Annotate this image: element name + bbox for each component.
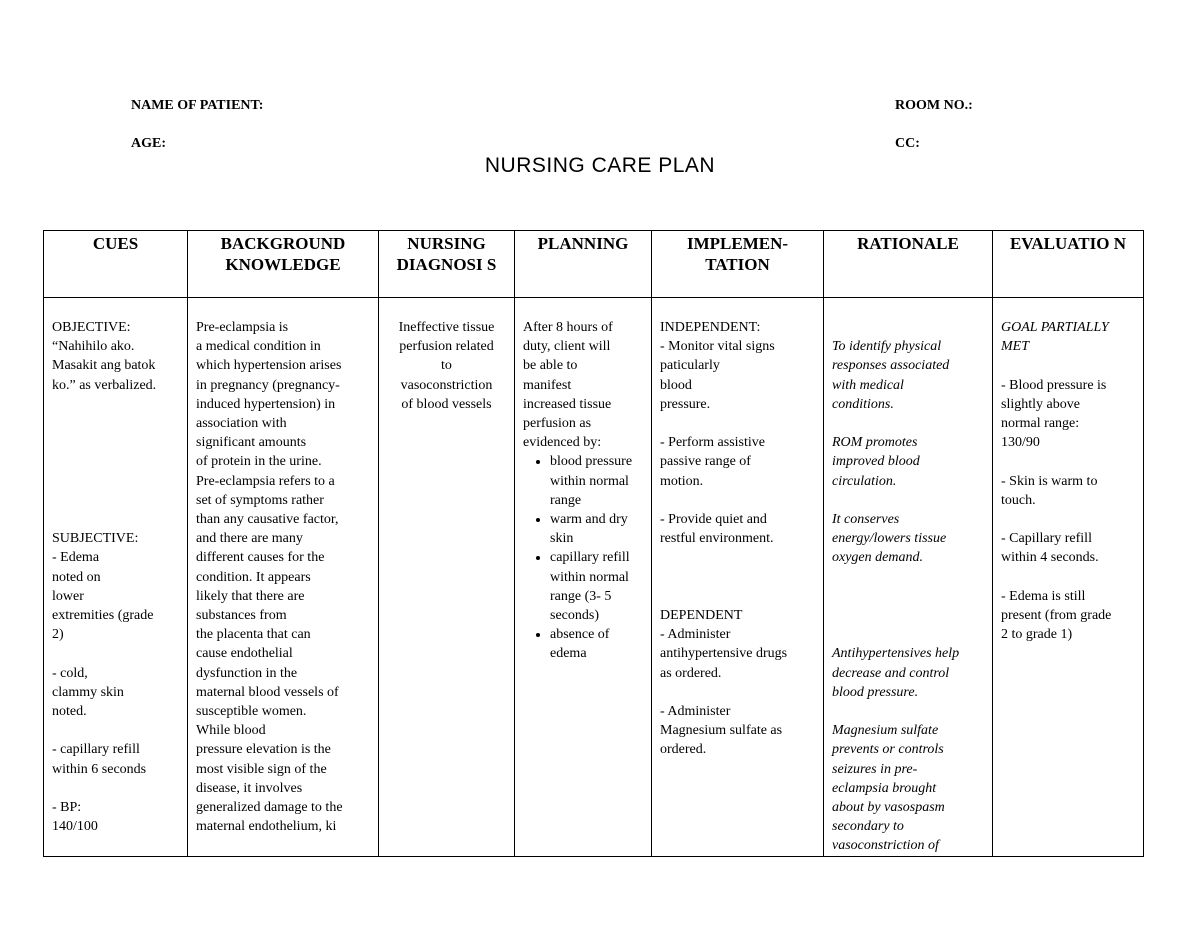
evaluation-goal: GOAL PARTIALLY MET [1001, 320, 1109, 355]
rationale-cell [824, 298, 993, 857]
header-background-knowledge: BACKGROUND KNOWLEDGE [188, 231, 379, 298]
list-item: • capillary refill within normal range (3- 5 seconds) [550, 548, 643, 625]
evaluation-cell [993, 298, 1144, 857]
background-text: Pre-eclampsia is a medical condition in which hypertension arises in pregnancy (pregnancy- induced hypertension) in association with significant amounts of protein in the urine. Pre-eclampsia refers to a set of symptoms rather than any causative factor, and there are many different causes for the condition. It appears likely that there are substances from the placenta that can cause endothelial dysfunction in the maternal blood vessels of susceptible women. While blood pressure elevation is the most visible sign of the disease, it involves generalized damage to the maternal endothelium, ki [196, 320, 343, 835]
cues-text: OBJECTIVE: “Nahihilo ako. Masakit ang batok ko.” as verbalized. SUBJECTIVE: - Edema noted on lower extremities (grade 2) - cold, clammy skin noted. - capillary refill within 6 seconds - BP: 140/100 [52, 320, 157, 835]
rationale-text: To identify physical responses associated with medical conditions. ROM promotes improved blood circulation. It conserves energy/lowers tissue oxygen demand. Antihypertensives help decrease and control blood pressure. Magnesium sulfate prevents or controls seizures in pre- eclampsia brought about by vasospasm secondary to vasoconstriction of [832, 339, 960, 854]
planning-text: After 8 hours of duty, client will be able to manifest increased tissue perfusion as evidenced by: [523, 320, 613, 451]
table-row [44, 298, 1144, 857]
page-title: NURSING CARE PLAN [484, 154, 716, 177]
room-number-label: ROOM NO.: [895, 98, 973, 113]
diagnosis-text: Ineffective tissue perfusion related to vasoconstriction of blood vessels [398, 320, 495, 412]
header-nursing-diagnosis: NURSING DIAGNOSI S [379, 231, 515, 298]
planning-criteria-list [523, 452, 643, 663]
cues-cell [44, 298, 188, 857]
list-item: • blood pressure within normal range [550, 452, 643, 510]
list-item: • absence of edema [550, 625, 643, 663]
diagnosis-cell [379, 298, 515, 857]
age-label: AGE: [131, 136, 166, 151]
implementation-cell [652, 298, 824, 857]
header-cues: CUES [44, 231, 188, 298]
evaluation-text: - Blood pressure is slightly above normal range: 130/90 - Skin is warm to touch. - Capillary refill within 4 seconds. - Edema is still present (from grade 2 to grade 1) [1001, 377, 1112, 643]
implementation-text: INDEPENDENT: - Monitor vital signs paticularly blood pressure. - Perform assistive passive range of motion. - Provide quiet and restful environment. DEPENDENT - Administer antihypertensive drugs as ordered. - Administer Magnesium sulfate as ordered. [660, 320, 788, 758]
background-cell [188, 298, 379, 857]
header-evaluation: EVALUATIO N [993, 231, 1144, 298]
planning-cell [515, 298, 652, 857]
patient-name-label: NAME OF PATIENT: [131, 98, 264, 113]
care-plan-table [43, 230, 1144, 857]
chief-complaint-label: CC: [895, 136, 920, 151]
header-planning: PLANNING [515, 231, 652, 298]
header-rationale: RATIONALE [824, 231, 993, 298]
list-item: • warm and dry skin [550, 510, 643, 548]
header-implementation: IMPLEMEN- TATION [652, 231, 824, 298]
table-header-row [44, 231, 1144, 298]
